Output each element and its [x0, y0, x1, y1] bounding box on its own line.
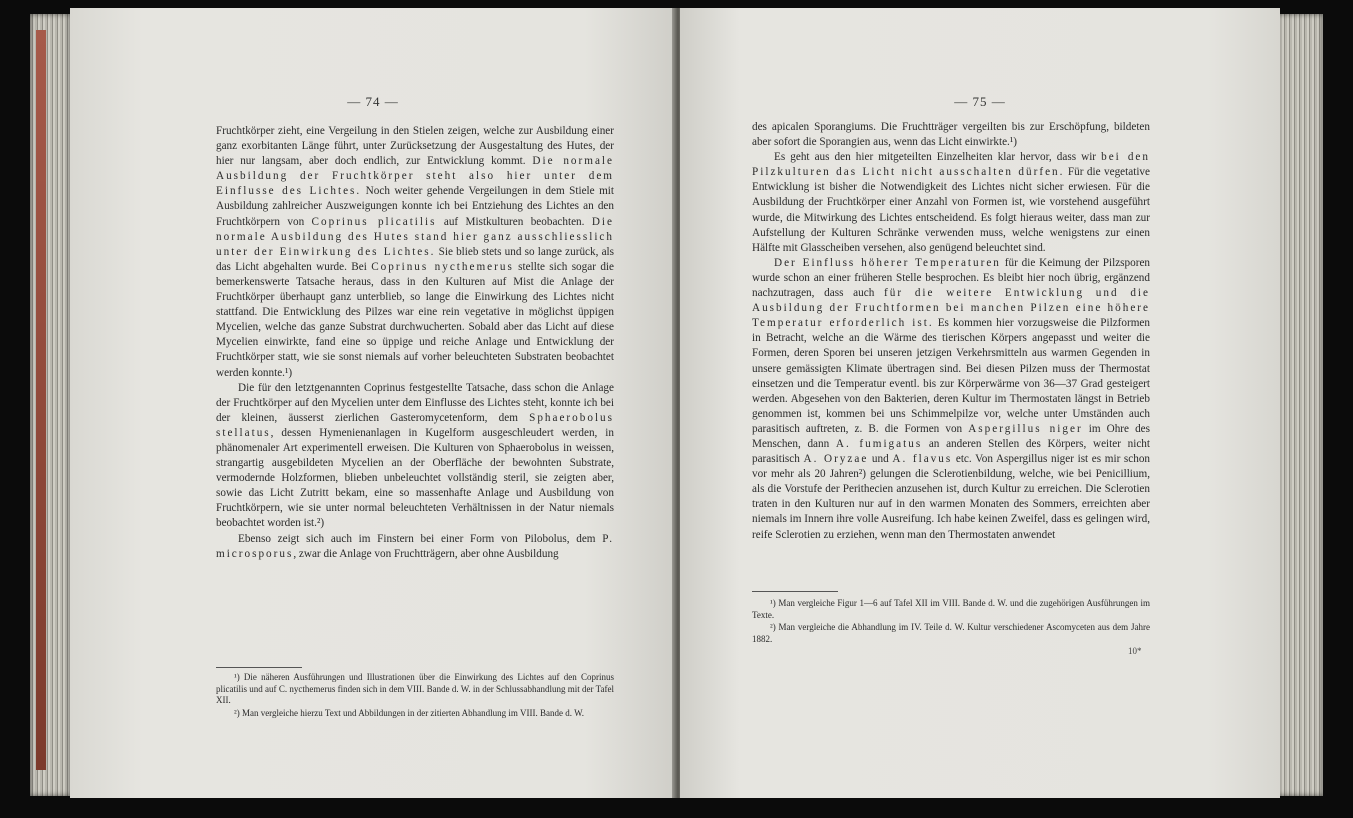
- text-run: für die Keimung der Pilzsporen wurde schon an einer früheren Stelle besprochen. Es bleibt hier noch übrig, ergänzend nachzutragen, dass auch: [752, 256, 1150, 300]
- text-run: Ebenso zeigt sich auch im Finstern bei einer Form von Pilobolus, dem: [238, 532, 603, 545]
- book-edge-right: [1277, 14, 1323, 796]
- text-run: , dessen Hymenienanlagen in Kugelform ausgeschleudert werden, in phänomenaler Art experimentell erweisen. Die Kulturen von Sphaerobolus in weissen, strangartig ausgebildeten Mycelien an der Oberfläche der bewohnten Substrate, vermodernde Holzformen, blieben unbeleuchtet vollständig steril, sie zeigten aber, sowie das Licht Zutritt bekam, eine so massenhafte Anlage und Ausbildung von Fruchtkörpern, wie sie unter normal beleuchteten Verhältnissen in der Natur niemals beobachtet worden ist.²): [216, 426, 614, 530]
- bookmark-ribbon: [36, 30, 46, 770]
- text-run: auf Mistkulturen beobachten.: [436, 215, 592, 228]
- emphasized-text: Der Einfluss höherer Temperaturen: [774, 256, 1001, 269]
- emphasized-text: Die normale Ausbildung des Hutes stand hier ganz ausschliesslich unter der Einwirkung des Lichtes.: [216, 215, 614, 258]
- text-run: stellte sich sogar die bemerkenswerte Tatsache heraus, dass in den Kulturen auf Mist die Anlage der Fruchtkörper überhaupt ganz unterblieb, so lange die Einwirkung des Lichtes nicht stattfand. Die Entwicklung des Pilzes war eine rein vegetative in möglichst üppigen Mycelien, welche das ganze Substrat durchwucherten. Sobald aber das Licht auf diese Mycelien einwirkte, fand eine so üppige und reiche Anlage und Entwicklung der Fruchtkörper statt, wie sie sonst niemals auf vorher beleuchteten Substraten beobachtet werden konnte.¹): [216, 260, 614, 379]
- footnote: ²) Man vergleiche hierzu Text und Abbildungen in der zitierten Abhandlung im VIII. Bande d. W.: [234, 707, 584, 718]
- footnotes: [752, 598, 1150, 646]
- paragraph: [216, 532, 614, 562]
- text-run: Sie blieb stets und so lange zurück, als das Licht abgehalten wurde. Bei: [216, 245, 614, 273]
- text-run: etc. Von Aspergillus niger ist es mir schon vor mehr als 20 Jahren²) gelungen die Sclerotienbildung, welche, wie bei Penicillium, als die Vorstufe der Perithecien anzusehen ist, durch Kultur zu erreichen. Die Sclerotien traten in den Kulturen nur auf in den warmen Monaten des Sommers, erreichten aber niemals im Innern ihre volle Ausreifung. Ich habe keinen Zweifel, dass es gelingen wird, reife Sclerotien zu erziehen, wenn man den Thermostaten anwendet: [752, 453, 1151, 541]
- text-run: des apicalen Sporangiums. Die Fruchtträger vergeilten bis zur Erschöpfung, bildeten aber sofort die Sporangien aus, wenn das Licht einwirkte.¹): [752, 121, 1150, 149]
- emphasized-text: P. microsporus: [216, 532, 614, 560]
- emphasized-text: bei den Pilzkulturen das Licht nicht ausschalten dürfen.: [752, 151, 1150, 179]
- right-page: [680, 8, 1280, 798]
- signature-mark: 10*: [1128, 646, 1142, 656]
- footnote-rule: [216, 667, 302, 668]
- emphasized-text: Sphaerobolus stellatus: [216, 411, 614, 439]
- footnote: ¹) Die näheren Ausführungen und Illustrationen über die Einwirkung des Lichtes auf den Coprinus plicatilis und auf C. nycthemerus finden sich in dem VIII. Bande d. W. in der Schlussabhandlung mit der Tafel XII.: [216, 672, 614, 705]
- emphasized-text: A. fumigatus: [835, 437, 923, 450]
- emphasized-text: Coprinus plicatilis: [311, 215, 437, 228]
- text-run: , zwar die Anlage von Fruchtträgern, aber ohne Ausbildung: [293, 547, 559, 560]
- emphasized-text: für die weitere Entwicklung und die Ausbildung der Fruchtformen bei manchen Pilzen eine höhere Temperatur erforderlich ist.: [752, 287, 1150, 330]
- emphasized-text: A. Oryzae: [803, 453, 869, 466]
- paragraph: [752, 120, 1150, 150]
- paragraph: [216, 381, 614, 532]
- body-text: [752, 120, 1150, 543]
- text-run: Fruchtkörper zieht, eine Vergeilung in den Stielen zeigen, welche zur Ausbildung einer ganz exorbitanten Länge führt, unter Zurücksetzung der Ausgestaltung des Hutes, der hier nur langsam, aber doch endlich, zur Entwicklung kommt.: [216, 125, 614, 168]
- page-number: — 74 —: [347, 94, 399, 109]
- text-run: Die für den letztgenannten Coprinus festgestellte Tatsache, dass schon die Anlage der Fruchtkörper auf den Mycelien unter dem Einflusse des Lichtes steht, konnte ich bei der kleinen, äusserst zierlichen Gasteromycetenform, dem: [216, 381, 614, 424]
- footnote: ²) Man vergleiche die Abhandlung im IV. Teile d. W. Kultur verschiedener Ascomyceten aus dem Jahre 1882.: [752, 622, 1150, 644]
- text-run: Es kommen hier vorzugsweise die Pilzformen in Betracht, welche an die Wärme des tierischen Körpers angepasst und weiter die Formen, deren Sporen bei unseren jetzigen Verkehrsmitteln aus warmen Gegenden in unsere gemässigten Klimate übertragen sind. Bei diesen Pilzen muss der Thermostat einsetzen und die Temperatur eventl. bis zur Körperwärme von 36—37 Grad gesteigert werden. Abgesehen von den Bakterien, deren Kultur im Thermostaten längst in Betrieb genommen ist, kommen bei uns Schimmelpilze vor, welche unter Umständen auch parasitisch auftreten, z. B. die Formen von: [752, 317, 1150, 435]
- left-page: [70, 8, 676, 798]
- emphasized-text: A. flavus: [892, 453, 953, 466]
- footnotes: [216, 672, 614, 720]
- text-run: Es geht aus den hier mitgeteilten Einzelheiten klar hervor, dass wir: [774, 151, 1102, 164]
- body-text: [216, 124, 614, 562]
- text-run: Noch weiter gehende Vergeilungen in dem Stiele mit Ausbildung zahlreicher Auszweigungen konnte ich bei Entziehung des Lichtes an den Fruchtkörpern von: [216, 185, 615, 228]
- paragraph: [216, 124, 614, 381]
- footnote: ¹) Man vergleiche Figur 1—6 auf Tafel XII im VIII. Bande d. W. und die zugehörigen Ausführungen im Texte.: [752, 598, 1150, 620]
- page-number: — 75 —: [954, 94, 1006, 109]
- text-run: im Ohre des Menschen, dann: [752, 422, 1150, 450]
- paragraph: [752, 256, 1150, 543]
- footnote-rule: [752, 591, 838, 592]
- text-run: an anderen Stellen des Körpers, weiter nicht parasitisch: [752, 437, 1150, 466]
- emphasized-text: Aspergillus niger: [968, 422, 1083, 435]
- text-run: und: [868, 453, 893, 466]
- text-run: Für die vegetative Entwicklung ist bisher die Notwendigkeit des Lichtes nicht sicher erwiesen. Für die Ausbildung der Fruchtkörper einer Anzahl von Formen ist, wie vorstehend ausgeführt wurde, die Mitwirkung des Lichtes entscheidend. Es folgt hieraus weiter, dass man zur Aufstellung der Kulturen Schränke verwenden muss, welche wenigstens zur einen Hälfte mit Glasscheiben versehen, also genügend beleuchtet sind.: [752, 166, 1150, 254]
- paragraph: [752, 150, 1150, 256]
- emphasized-text: Die normale Ausbildung der Fruchtkörper steht also hier unter dem Einflusse des Lichtes.: [216, 155, 614, 198]
- emphasized-text: Coprinus nycthemerus: [371, 260, 514, 273]
